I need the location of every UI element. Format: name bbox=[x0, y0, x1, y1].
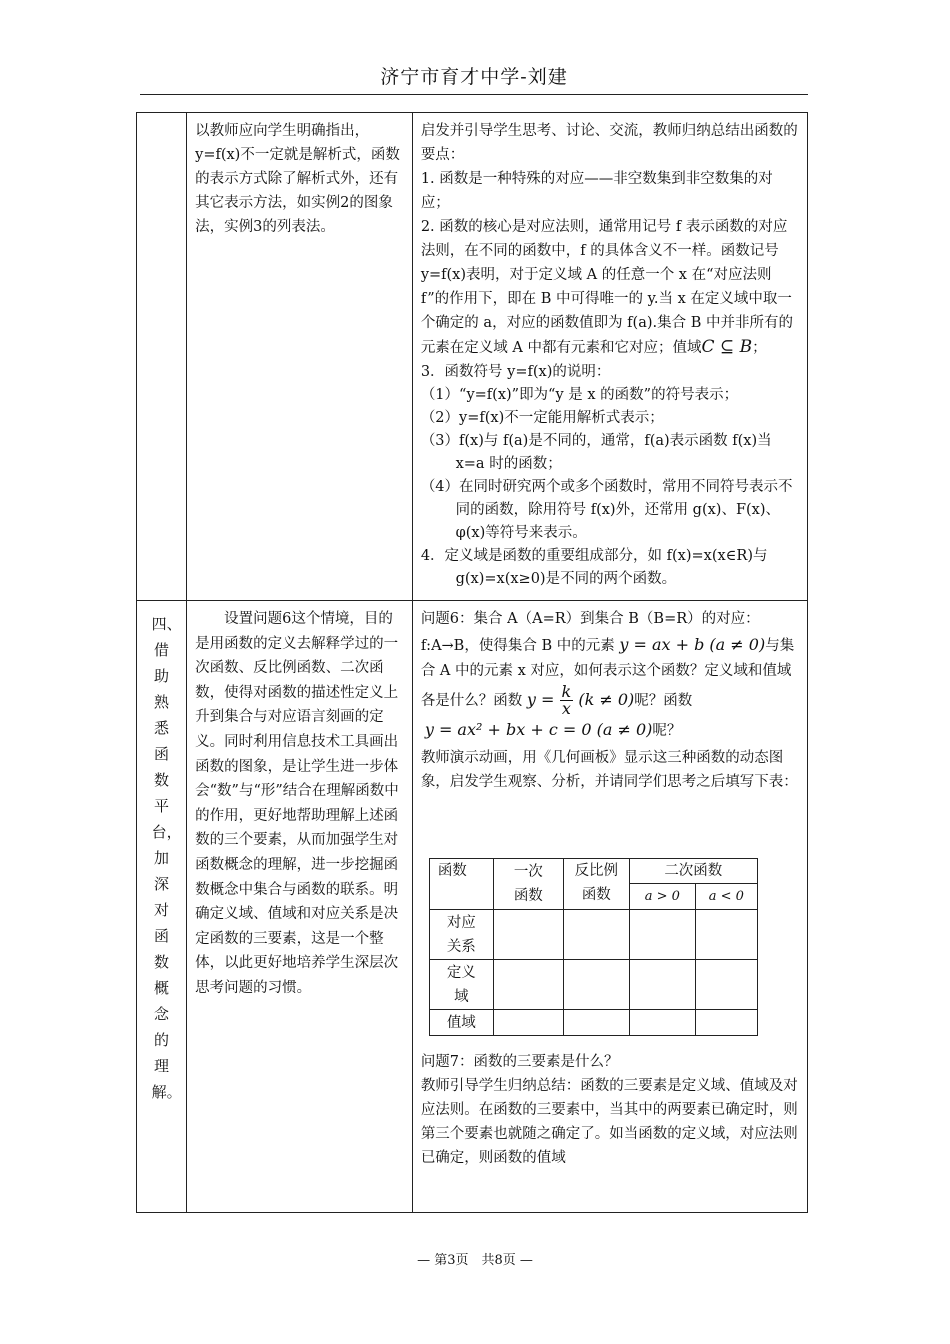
question-6: 问题6：集合 A（A=R）到集合 B（B=R）的对应：f:A→B，使得集合 B 中的元素 y = ax + b (a ≠ 0)与集合 A 中的元素 x 对应，如何表示这个函数？定义域和值域各是什么？函数 y = $\frac{k}{x}$ (k ≠ 0)呢？函数 y = ax² + bx + c = 0 (a ≠ 0)呢？ bbox=[420, 611, 795, 739]
teaching-process-cell bbox=[412, 601, 807, 1213]
table-cell[interactable] bbox=[629, 1010, 695, 1036]
lesson-table bbox=[136, 112, 808, 1213]
teaching-process-cell bbox=[412, 113, 807, 601]
table-cell[interactable] bbox=[629, 910, 695, 960]
stage-cell bbox=[137, 113, 187, 601]
page-header-title: 济宁市育才中学-刘建 bbox=[380, 66, 568, 88]
table-cell[interactable] bbox=[695, 910, 757, 960]
process-line: 3．函数符号 y=f(x)的说明： bbox=[420, 364, 611, 380]
process-subitem: （1）“y=f(x)”即为“y 是 x 的函数”的符号表示； bbox=[420, 387, 739, 403]
header-function: 函数 bbox=[429, 859, 493, 910]
design-intent-cell bbox=[187, 113, 413, 601]
stage-cell bbox=[137, 601, 187, 1213]
lesson-row-stage-four bbox=[137, 601, 808, 1213]
inverse-function-expr: y = $\frac{k}{x}$ (k ≠ 0) bbox=[526, 682, 635, 718]
header-linear: 一次函数 bbox=[493, 859, 563, 910]
table-cell[interactable] bbox=[563, 1010, 629, 1036]
question-7-answer: 教师引导学生归纳总结：函数的三要素是定义域、值域及对应法则。在函数的三要素中，当其中的两要素已确定时，则第三个要素也就随之确定了。如当函数的定义域，对应法则已确定，则函数的值域 bbox=[420, 1078, 798, 1166]
design-intent-text: 设置问题6这个情境，目的是用函数的定义去解释学过的一次函数、反比例函数、二次函数，使得对函数的描述性定义上升到集合与对应语言刻画的定义。同时利用信息技术工具画出函数的图象，是让学生进一步体会“数”与“形”结合在理解函数中的作用，更好地帮助理解上述函数的三个要素，从而加强学生对函数概念的理解，进一步挖掘函数概念中集合与函数的联系。明确定义域、值域和对应关系是决定函数的三要素，这是一个整体，以此更好地培养学生深层次思考问题的习惯。 bbox=[195, 611, 399, 996]
stage-label: 四、借助熟悉函数平台，加深对函数概念的理解。 bbox=[151, 615, 182, 1101]
range-subset-expr: C ⊆ B bbox=[701, 337, 753, 357]
process-subitem: （3）f(x)与 f(a)是不同的，通常，f(a)表示函数 f(x)当 x=a 时的函数； bbox=[420, 433, 772, 472]
page-footer: — 第3页 共8页 — bbox=[417, 1253, 533, 1268]
process-line: 1. 函数是一种特殊的对应——非空数集到非空数集的对应； bbox=[420, 171, 773, 211]
frac-numerator: k bbox=[561, 682, 572, 701]
table-cell[interactable] bbox=[493, 1010, 563, 1036]
quadratic-function-expr: y = ax² + bx + c = 0 (a ≠ 0) bbox=[424, 720, 653, 739]
header-quadratic: 二次函数 bbox=[629, 859, 757, 884]
lesson-row-continued bbox=[137, 113, 808, 601]
row-label-correspondence: 对应关系 bbox=[429, 910, 493, 960]
table-row bbox=[429, 910, 757, 960]
process-subitem: （2）y=f(x)不一定能用解析式表示； bbox=[420, 410, 664, 426]
row-label-domain: 定义域 bbox=[429, 960, 493, 1010]
process-line: 2. 函数的核心是对应法则，通常用记号 f 表示函数的对应法则，在不同的函数中，f 的具体含义不一样。函数记号 y=f(x)表明，对于定义域 A 的任意一个 x 在“对应法则 f”的作用下，即在 B 中可得唯一的 y.当 x 在定义域中取一个确定的 a，对应的函数值即为 f(a).集合 B 中并非所有的元素在定义域 A 中都有元素和它对应；值域C ⊆ B； bbox=[420, 219, 793, 357]
header-rule bbox=[140, 94, 808, 95]
demo-text: 教师演示动画，用《几何画板》显示这三种函数的动态图象，启发学生观察、分析，并请同学们思考之后填写下表： bbox=[420, 750, 798, 790]
table-cell[interactable] bbox=[629, 960, 695, 1010]
design-intent-text: 以教师应向学生明确指出，y=f(x)不一定就是解析式，函数的表示方式除了解析式外，还有其它表示方法，如实例2的图象法，实例3的列表法。 bbox=[195, 123, 400, 235]
table-row bbox=[429, 1010, 757, 1036]
table-row bbox=[429, 960, 757, 1010]
frac-denominator: x bbox=[561, 699, 571, 718]
function-comparison-table bbox=[429, 858, 758, 1036]
table-cell[interactable] bbox=[493, 910, 563, 960]
process-line: 启发并引导学生思考、讨论、交流，教师归纳总结出函数的要点： bbox=[420, 123, 798, 163]
table-cell[interactable] bbox=[563, 910, 629, 960]
process-subitem: （4）在同时研究两个或多个函数时，常用不同符号表示不同的函数，除用符号 f(x)外，还常用 g(x)、F(x)、φ(x)等符号来表示。 bbox=[420, 479, 793, 541]
question-7: 问题7：函数的三要素是什么？ bbox=[420, 1054, 619, 1070]
row-label-range: 值域 bbox=[429, 1010, 493, 1036]
table-cell[interactable] bbox=[695, 960, 757, 1010]
table-cell[interactable] bbox=[493, 960, 563, 1010]
header-quad-negative: a < 0 bbox=[695, 884, 757, 910]
design-intent-cell bbox=[187, 601, 413, 1213]
table-cell[interactable] bbox=[695, 1010, 757, 1036]
table-cell[interactable] bbox=[563, 960, 629, 1010]
linear-function-expr: y = ax + b (a ≠ 0) bbox=[619, 635, 766, 654]
process-line: 4．定义域是函数的重要组成部分，如 f(x)=x(x∈R)与 g(x)=x(x≥0)是不同的两个函数。 bbox=[420, 548, 768, 587]
header-quad-positive: a > 0 bbox=[629, 884, 695, 910]
header-inverse: 反比例函数 bbox=[563, 859, 629, 910]
